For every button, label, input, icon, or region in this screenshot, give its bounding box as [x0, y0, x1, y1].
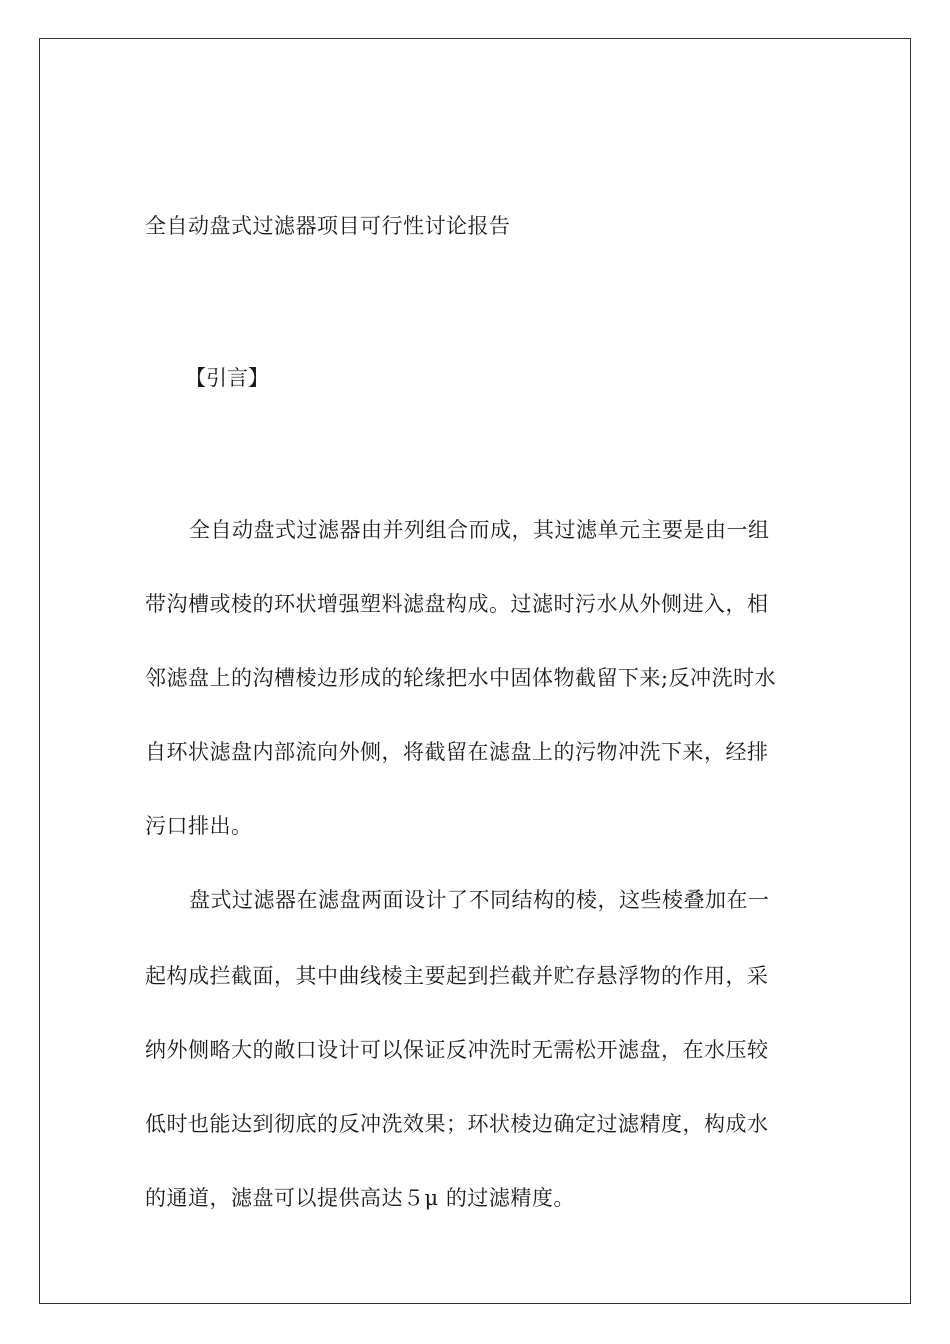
document-title: 全自动盘式过滤器项目可行性讨论报告: [145, 214, 511, 238]
paragraph-2-line-4: 低时也能达到彻底的反冲洗效果；环状棱边确定过滤精度，构成水: [145, 1112, 769, 1136]
paragraph-1-line-4: 自环状滤盘内部流向外侧，将截留在滤盘上的污物冲洗下来，经排: [145, 740, 769, 764]
section-heading-introduction: 【引言】: [185, 366, 269, 390]
paragraph-1-line-3: 邻滤盘上的沟槽棱边形成的轮缘把水中固体物截留下来;反冲洗时水: [145, 666, 777, 690]
paragraph-2-line-3: 纳外侧略大的敞口设计可以保证反冲洗时无需松开滤盘，在水压较: [145, 1038, 769, 1062]
paragraph-1-line-1: 全自动盘式过滤器由并列组合而成，其过滤单元主要是由一组: [189, 518, 770, 542]
paragraph-1-line-2: 带沟槽或棱的环状增强塑料滤盘构成。过滤时污水从外侧进入，相: [145, 592, 769, 616]
paragraph-2-line-2: 起构成拦截面，其中曲线棱主要起到拦截并贮存悬浮物的作用，采: [145, 964, 769, 988]
paragraph-2-line-1: 盘式过滤器在滤盘两面设计了不同结构的棱，这些棱叠加在一: [189, 888, 770, 912]
paragraph-2-line-5: 的通道，滤盘可以提供高达５μ 的过滤精度。: [145, 1186, 575, 1210]
paragraph-1-line-5: 污口排出。: [145, 814, 253, 838]
